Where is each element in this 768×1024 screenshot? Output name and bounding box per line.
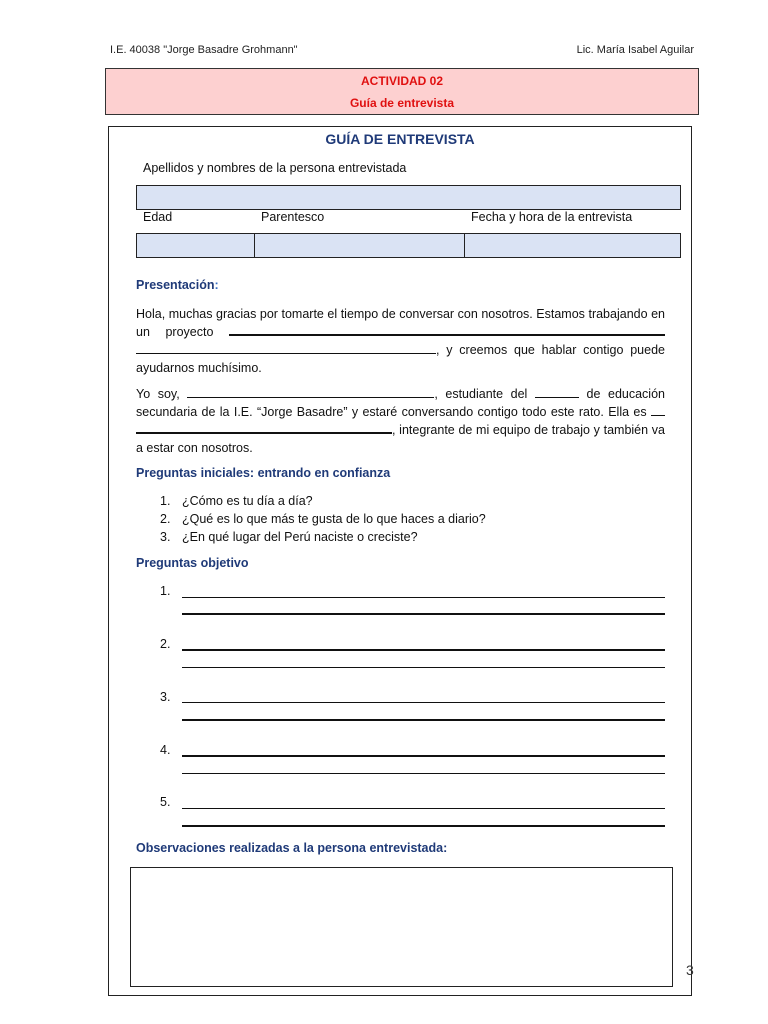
objective-question-1-line[interactable] [182, 597, 665, 598]
activity-subtitle: Guía de entrevista [349, 96, 455, 110]
objective-questions-heading: Preguntas objetivo [136, 556, 249, 570]
initial-question-2-num: 2. [160, 512, 171, 526]
objective-question-2-line[interactable] [182, 649, 665, 651]
partner-blank-start[interactable] [651, 404, 665, 416]
initial-questions-heading: Preguntas iniciales: entrando en confianza [136, 466, 391, 480]
name-field[interactable] [136, 185, 681, 210]
page-edge-mark: 3 [686, 962, 694, 978]
datetime-field[interactable] [464, 233, 681, 258]
header-teacher: Lic. María Isabel Aguilar [576, 44, 694, 56]
observations-heading: Observaciones realizadas a la persona entrevistada: [136, 841, 448, 855]
objective-question-4-line[interactable] [182, 755, 665, 757]
objective-question-5-num: 5. [160, 795, 171, 809]
age-field[interactable] [136, 233, 255, 258]
objective-question-4-num: 4. [160, 743, 171, 757]
initial-question-1: ¿Cómo es tu día a día? [182, 494, 313, 508]
p2-text-c: de educación secundaria de la I.E. “Jorge Basadre” y estaré conversando contigo todo este rato. Ella es [136, 387, 665, 419]
p2-text-b: , estudiante del [434, 387, 528, 401]
objective-question-5-line[interactable] [182, 808, 665, 809]
objective-question-3-num: 3. [160, 690, 171, 704]
p2-text-d: , integrante de mi equipo de trabajo y también va a estar con nosotros. [136, 423, 665, 455]
grade-blank[interactable] [535, 386, 579, 398]
initial-question-3-num: 3. [160, 530, 171, 544]
student-name-blank[interactable] [187, 386, 434, 398]
datetime-label: Fecha y hora de la entrevista [471, 210, 633, 224]
p1-text-b: , y creemos que hablar contigo puede ayudarnos muchísimo. [136, 343, 665, 375]
presentation-heading-text: Presentación [136, 278, 215, 292]
relation-field[interactable] [254, 233, 465, 258]
p2-text-a: Yo soy, [136, 387, 180, 401]
objective-question-1-num: 1. [160, 584, 171, 598]
objective-question-3-line-2[interactable] [182, 719, 665, 721]
presentation-heading [136, 278, 219, 292]
observations-box[interactable] [130, 867, 673, 987]
initial-question-3: ¿En qué lugar del Perú naciste o creciste? [182, 530, 418, 544]
header-school: I.E. 40038 "Jorge Basadre Grohmann" [110, 44, 298, 56]
initial-question-2: ¿Qué es lo que más te gusta de lo que haces a diario? [182, 512, 486, 526]
initial-question-1-num: 1. [160, 494, 171, 508]
objective-question-5-line-2[interactable] [182, 825, 665, 827]
partner-name-blank[interactable] [136, 421, 392, 434]
project-blank[interactable] [229, 323, 665, 336]
project-blank-continued[interactable] [136, 342, 436, 354]
objective-question-2-line-2[interactable] [182, 667, 665, 668]
relation-label: Parentesco [261, 210, 325, 224]
objective-question-1-line-2[interactable] [182, 613, 665, 615]
objective-question-2-num: 2. [160, 637, 171, 651]
guide-title: GUÍA DE ENTREVISTA [325, 131, 475, 147]
presentation-heading-colon: : [214, 278, 219, 292]
p1-text-a: Hola, muchas gracias por tomarte el tiempo de conversar con nosotros. Estamos trabajando en un proyecto [136, 307, 665, 339]
name-label: Apellidos y nombres de la persona entrevistada [143, 161, 407, 175]
age-label: Edad [143, 210, 173, 224]
presentation-paragraph-1 [136, 305, 665, 377]
objective-question-4-line-2[interactable] [182, 773, 665, 774]
presentation-paragraph-2 [136, 385, 665, 457]
activity-title: ACTIVIDAD 02 [360, 74, 443, 88]
objective-question-3-line[interactable] [182, 702, 665, 703]
activity-banner [105, 68, 699, 115]
